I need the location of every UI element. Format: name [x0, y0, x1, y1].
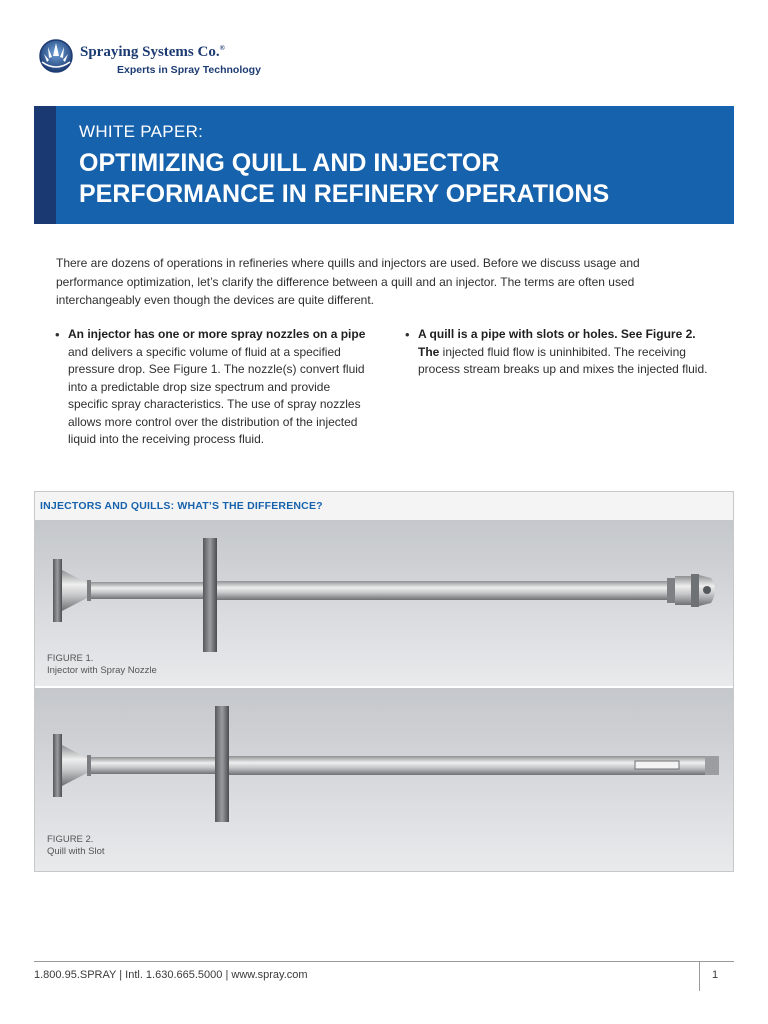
bullet-lead: A quill is a pipe with slots or holes. See Figure 2. The [418, 327, 696, 359]
figure-2-caption [47, 834, 105, 858]
bullet-text: and delivers a specific volume of fluid at a specified pressure drop. See Figure 1. The nozzle(s) convert fluid into a predictable drop size spectrum and provide specific spray characteristics. The use of spray nozzles allows more control over the distribution of the injected liquid into the receiving process fluid. [68, 344, 365, 446]
bullet-text: injected fluid flow is uninhibited. The receiving process stream breaks up and mixes the injected fluid. [418, 344, 708, 376]
injector-definition-bullet [55, 326, 368, 449]
figure-header [35, 492, 733, 520]
footer-rule [34, 961, 734, 962]
page-title-line-2: PERFORMANCE IN REFINERY OPERATIONS [79, 180, 610, 208]
figure-1-caption [47, 653, 157, 677]
intro-paragraph: There are dozens of operations in refineries where quills and injectors are used. Before we discuss usage and performance optimization, let’s clarify the difference between a quill and an injector. The terms are often used interchangeably even though the devices are quite different. [56, 256, 640, 307]
footer-phone: 1.800.95.SPRAY [34, 969, 117, 981]
footer-separator: | [119, 969, 123, 981]
quill-with-slot-icon [35, 688, 733, 871]
footer-website-link[interactable]: www.spray.com [231, 969, 308, 981]
company-tagline: Experts in Spray Technology [117, 64, 261, 76]
footer-separator: | [225, 969, 229, 981]
figure-panel-injector [35, 520, 733, 686]
comparison-figure [34, 491, 734, 872]
figure-title: INJECTORS AND QUILLS: WHAT’S THE DIFFERENCE? [40, 500, 323, 512]
bullet-lead: An injector has one or more spray nozzles on a pipe [68, 327, 366, 341]
figure-2-label: FIGURE 2. [47, 834, 94, 845]
banner-accent-stripe [34, 106, 56, 224]
figure-1-label: FIGURE 1. [47, 653, 94, 664]
figure-1-description: Injector with Spray Nozzle [47, 665, 157, 676]
page-title [79, 148, 719, 210]
footer-intl-phone: Intl. 1.630.665.5000 [125, 969, 223, 981]
company-logo [38, 38, 298, 78]
figure-2-description: Quill with Slot [47, 846, 105, 857]
footer-divider [699, 961, 700, 991]
footer-contact [34, 969, 308, 981]
document-type-label: WHITE PAPER: [79, 122, 204, 141]
company-name: Spraying Systems Co.® [80, 44, 225, 60]
quill-definition-bullet [405, 326, 718, 379]
spray-globe-logo-icon [38, 38, 74, 74]
page-title-line-1: OPTIMIZING QUILL AND INJECTOR [79, 149, 500, 177]
page-number: 1 [712, 969, 719, 981]
title-banner [34, 106, 734, 224]
figure-panel-quill [35, 688, 733, 871]
